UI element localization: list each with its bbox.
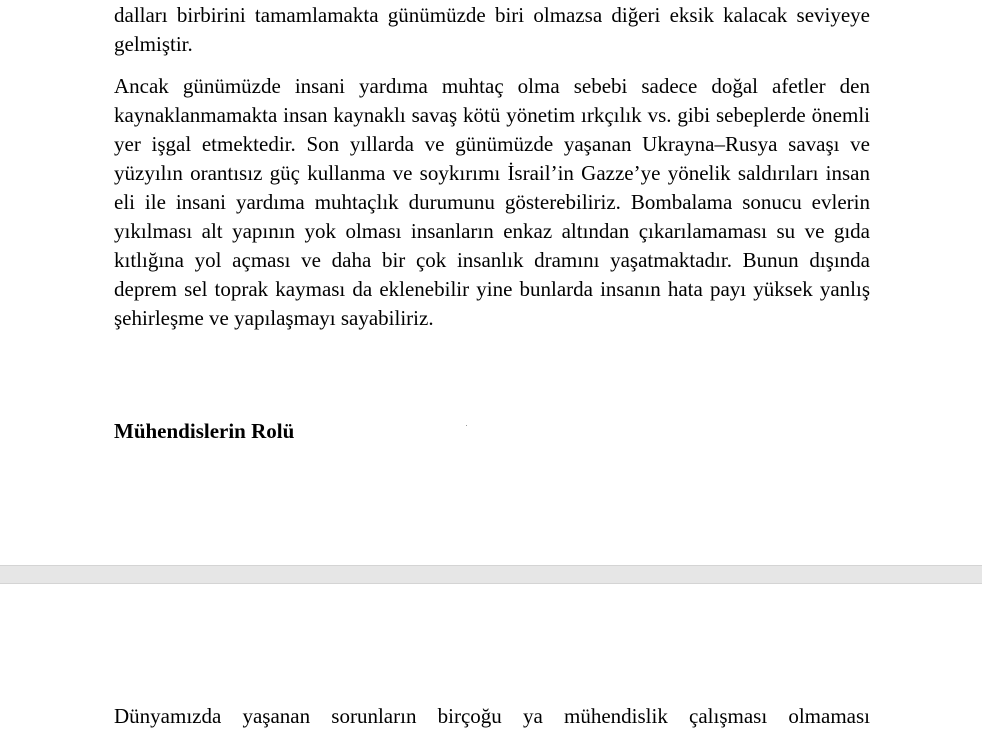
section-heading: Mühendislerin Rolü bbox=[114, 419, 295, 443]
paragraph-continuation: dalları birbirini tamamlamakta günümüzde biri olmazsa diğeri eksik kalacak seviyeye gelmiştir. bbox=[114, 3, 870, 56]
cursor-speck bbox=[466, 425, 467, 426]
paragraph-humanitarian-causes: Ancak günümüzde insani yardıma muhtaç olma sebebi sadece doğal afetler den kaynaklanmamakta insan kaynaklı savaş kötü yönetim ırkçılık vs. gibi sebeplerde önemli yer işgal etmektedir. Son yıllarda ve günümüzde yaşanan Ukrayna–Rusya savaşı ve yüzyılın orantısız güç kullanma ve soykırımı İsrail’in Gazze’ye yönelik saldırıları insan eli ile insani yardıma muhtaçlık durumunu gösterebiliriz. Bombalama sonucu evlerin yıkılması alt yapının yok olması insanların enkaz altından çıkarılamaması su ve gıda kıtlığına yol açması ve daha bir çok insanlık dramını yaşatmaktadır. Bunun dışında deprem sel toprak kayması da eklenebilir yine bunlarda insanın hata payı yüksek yanlış şehirleşme ve yapılaşmayı sayabiliriz. bbox=[114, 74, 870, 330]
paragraph-engineering-problems: Dünyamızda yaşanan sorunların birçoğu ya mühendislik çalışması olmaması bbox=[114, 704, 870, 728]
page-break-separator bbox=[0, 565, 982, 584]
document-page-2 bbox=[0, 584, 982, 730]
